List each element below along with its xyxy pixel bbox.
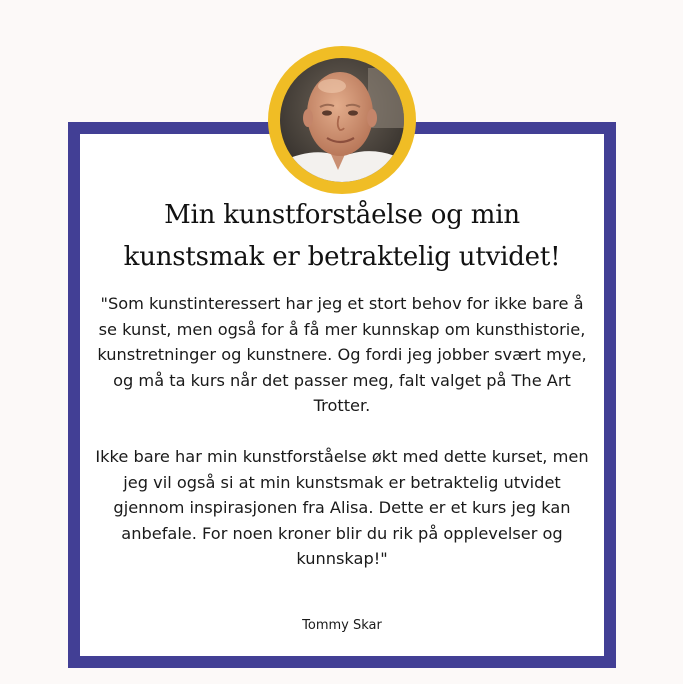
testimonial-author: Tommy Skar — [302, 618, 382, 633]
testimonial-quote — [92, 291, 592, 572]
quote-paragraph-2: Ikke bare har min kunstforståelse økt med dette kurset, men jeg vil også si at min kunstsmak er betraktelig utvidet gjennom inspirasjonen fra Alisa. Dette er et kurs jeg kan anbefale. For noen kroner blir du rik på opplevelser og kunnskap!" — [95, 447, 589, 568]
headline-line-1: Min kunstforståelse og min — [164, 200, 520, 230]
avatar-photo — [280, 58, 404, 182]
quote-paragraph-1: "Som kunstinteressert har jeg et stort behov for ikke bare å se kunst, men også for å få mer kunnskap om kunsthistorie, kunstretninger og kunstnere. Og fordi jeg jobber svært mye, og må ta kurs når det passer meg, falt valget på The Art Trotter. — [97, 294, 587, 415]
avatar-ring — [268, 46, 416, 194]
headline-line-2: kunstsmak er betraktelig utvidet! — [123, 242, 561, 272]
avatar — [280, 58, 404, 182]
testimonial-headline — [90, 194, 594, 278]
